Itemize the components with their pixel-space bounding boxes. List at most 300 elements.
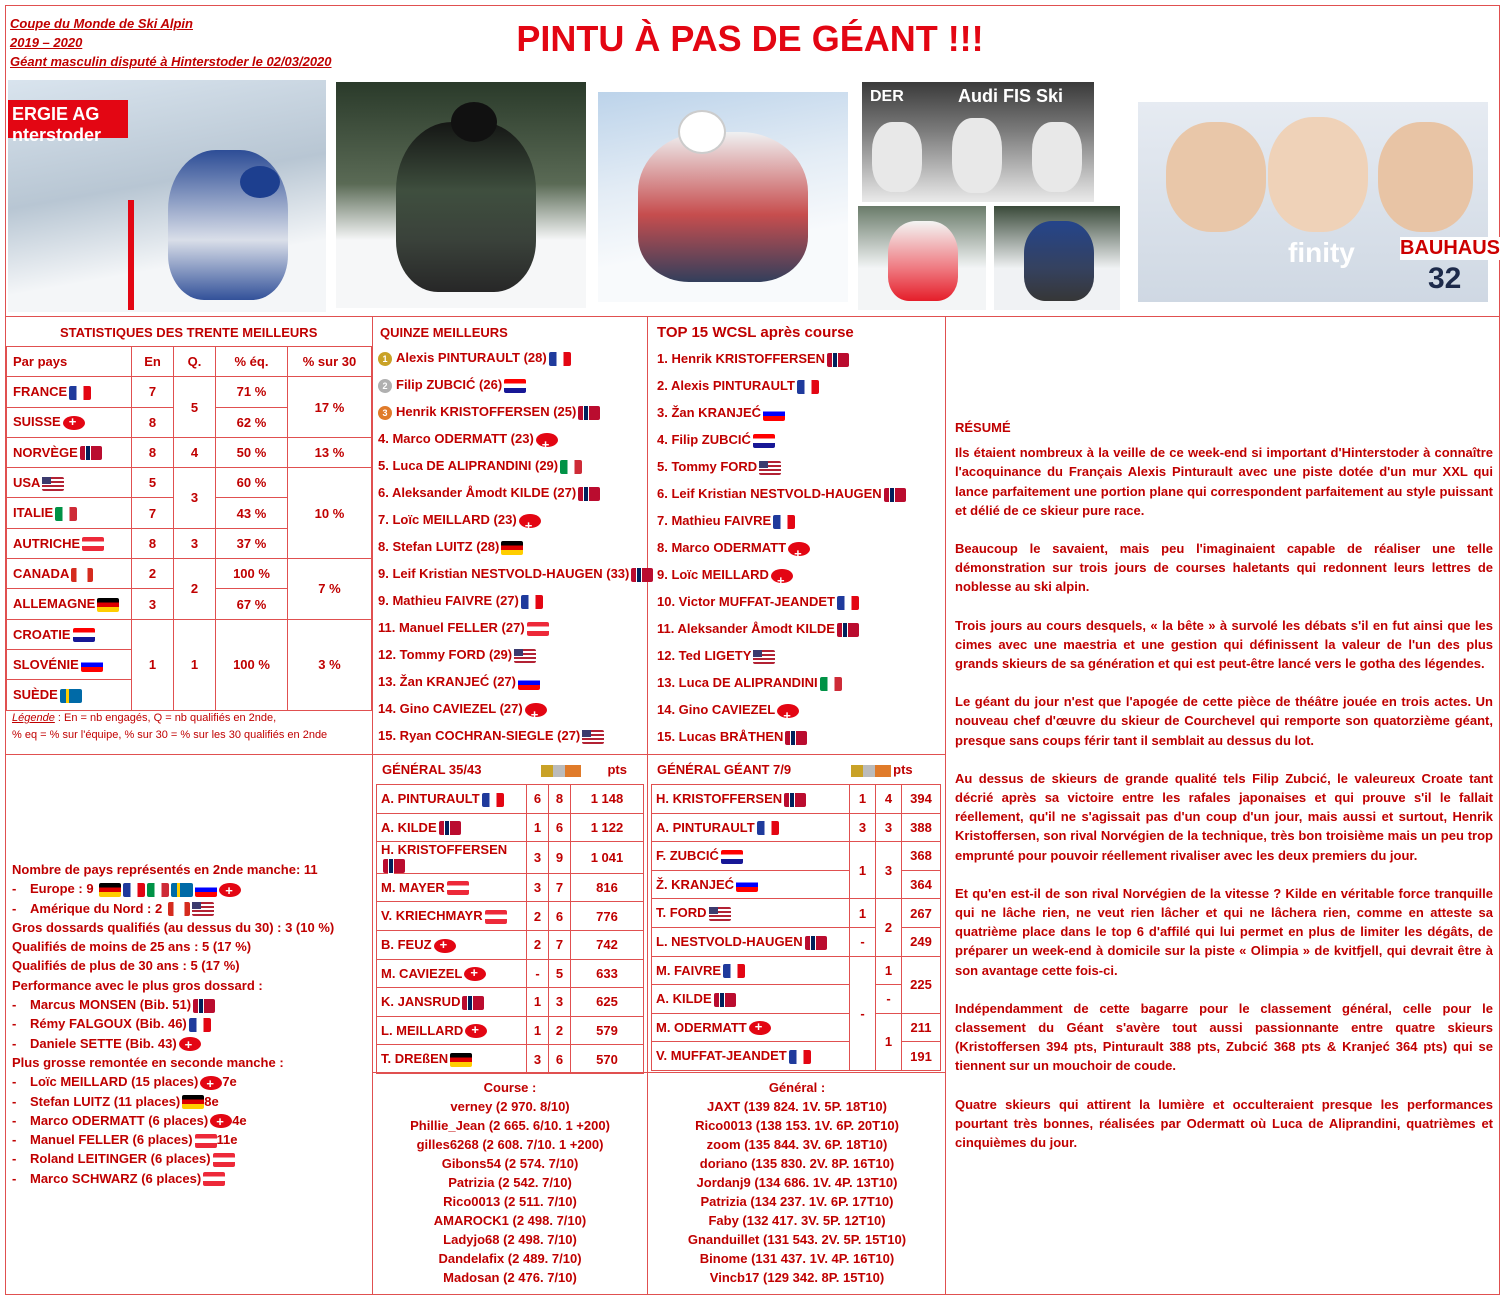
prono-entry: Patrizia (2 542. 7/10) <box>448 1175 572 1190</box>
banner-sign: ERGIE AG nterstoder <box>8 100 128 138</box>
header-line2: 2019 – 2020 <box>10 35 83 50</box>
flag-ch-icon <box>519 514 541 528</box>
legend-line: : En = nb engagés, Q = nb qualifiés en 2nde, <box>54 712 277 724</box>
table-row <box>377 959 644 988</box>
list-item-text: 8. Stefan LUITZ (28) <box>378 539 500 554</box>
country-cell: CROATIE <box>7 619 132 649</box>
wins-cell: 2 <box>527 902 549 931</box>
general-prono <box>652 1078 942 1287</box>
list-item-text: 4. Filip ZUBCIĆ <box>657 432 751 447</box>
list-item <box>657 534 906 561</box>
list-item <box>657 345 906 372</box>
flag-fr-icon <box>69 386 91 400</box>
flag-fr-icon <box>837 596 859 610</box>
photo-podium <box>862 82 1094 202</box>
bib-number: 32 <box>1428 262 1462 295</box>
country-cell: ITALIE <box>7 498 132 528</box>
eq-cell: 100 % <box>216 559 288 589</box>
table-row <box>7 377 372 407</box>
fact-line: - Marcus MONSEN (Bib. 51) <box>12 995 334 1014</box>
photo-portraits <box>1138 102 1500 302</box>
flag-si-icon <box>736 878 758 892</box>
geant-title-text: GÉNÉRAL GÉANT 7/9 <box>657 762 792 777</box>
podium-cell: 6 <box>549 813 571 842</box>
list-item <box>378 641 653 668</box>
list-item-text: 15. Lucas BRÅTHEN <box>657 729 784 744</box>
name-cell: A. PINTURAULT <box>377 785 527 814</box>
flag-ch-icon <box>434 939 456 953</box>
prono-entry: Binome (131 437. 1V. 4P. 16T10) <box>699 1251 895 1266</box>
wins-cell: 6 <box>527 785 549 814</box>
pts-cell: 742 <box>571 930 644 959</box>
helmet-shape <box>240 166 280 198</box>
list-item-text: 11. Manuel FELLER (27) <box>378 620 525 635</box>
pts-cell: 364 <box>902 870 941 899</box>
name-cell: V. MUFFAT-JEANDET <box>652 1042 850 1071</box>
list-item-text: 3. Žan KRANJEĆ <box>657 405 762 420</box>
table-row <box>377 873 644 902</box>
flag-ch-icon <box>771 569 793 583</box>
helmet-shape <box>678 110 726 154</box>
prono-title: Course : <box>483 1080 537 1095</box>
table-row <box>652 985 941 1014</box>
pts-cell: 191 <box>902 1042 941 1071</box>
name-cell: L. NESTVOLD-HAUGEN <box>652 927 850 956</box>
wins-cell: - <box>850 927 876 956</box>
flag-us-icon <box>709 907 731 921</box>
flag-us-icon <box>759 461 781 475</box>
flag-at-icon <box>527 622 549 636</box>
list-item-text: 7. Mathieu FAIVRE <box>657 513 772 528</box>
prono-title: Général : <box>768 1080 826 1095</box>
pts-cell: 1 122 <box>571 813 644 842</box>
medal-b-icon: 3 <box>378 406 392 420</box>
flag-it-icon <box>55 507 77 521</box>
flag-at-icon <box>447 881 469 895</box>
name-cell: L. MEILLARD+ <box>377 1016 527 1045</box>
fact-line: - Stefan LUITZ (11 places) 8e <box>12 1092 334 1111</box>
face-shape <box>1268 117 1368 232</box>
name-cell: A. KILDE <box>652 985 850 1014</box>
photo-pinturault <box>8 80 326 312</box>
name-cell: V. KRIECHMAYR <box>377 902 527 931</box>
country-cell: USA <box>7 468 132 498</box>
podium-cell: - <box>876 985 902 1014</box>
list-item-text: 8. Marco ODERMATT <box>657 540 787 555</box>
flag-fr-icon <box>797 380 819 394</box>
flag-no-icon <box>884 488 906 502</box>
header-line1: Coupe du Monde de Ski Alpin <box>10 16 193 31</box>
flag-ch-icon <box>749 1021 771 1035</box>
fact-line: Nombre de pays représentés en 2nde manche: 11 <box>12 862 318 877</box>
name-cell: H. KRISTOFFERSEN <box>377 842 527 874</box>
col-header: % sur 30 <box>288 347 372 377</box>
list-item <box>657 399 906 426</box>
prono-entry: verney (2 970. 8/10) <box>450 1099 570 1114</box>
table-row <box>652 956 941 985</box>
country-cell: SUÈDE <box>7 680 132 710</box>
list-item <box>378 371 653 398</box>
list-item <box>378 587 653 614</box>
list-item-text: 9. Loïc MEILLARD <box>657 567 769 582</box>
fact-line: Performance avec le plus gros dossard : <box>12 977 263 993</box>
pts-cell: 394 <box>902 785 941 814</box>
flag-hr-icon <box>73 628 95 642</box>
name-cell: A. PINTURAULT <box>652 813 850 842</box>
list-item <box>657 669 906 696</box>
legend-line: % eq = % sur l'équipe, % sur 30 = % sur les 30 qualifiés en 2nde <box>12 729 328 741</box>
face-shape <box>1378 122 1473 232</box>
eq-cell: 43 % <box>216 498 288 528</box>
pts-cell: 1 148 <box>571 785 644 814</box>
flag-fr-icon <box>789 1050 811 1064</box>
resume-paragraph: Et qu'en est-il de son rival Norvégien de la vitesse ? Kilde en véritable force tranquille qui ne lâche rien, ne veut rien lâcher et qui ne lâchera rien, comme en atteste sa quatrième place dans le top 6 d'affilé qui lui permet en plus de limiter les dégâts, de préparer un week-end à domicile sur la piste « Olimpia » de kvitfjell, qui devrait être à son avantage cette fois-ci. <box>955 885 1493 978</box>
wins-cell: - <box>527 959 549 988</box>
name-cell: M. CAVIEZEL+ <box>377 959 527 988</box>
flag-si-icon <box>763 407 785 421</box>
table-row <box>377 1045 644 1074</box>
country-cell: NORVÈGE <box>7 437 132 467</box>
pts-cell: 816 <box>571 873 644 902</box>
list-item-text: 10. Victor MUFFAT-JEANDET <box>657 594 835 609</box>
pts-cell: 368 <box>902 842 941 871</box>
flag-ch-icon <box>788 542 810 556</box>
podium-cell: 6 <box>549 902 571 931</box>
list-item <box>657 372 906 399</box>
flag-it-icon <box>560 460 582 474</box>
wins-cell: 1 <box>527 988 549 1017</box>
pts-cell: 625 <box>571 988 644 1017</box>
flag-hr-icon <box>721 850 743 864</box>
s30-cell: 13 % <box>288 437 372 467</box>
sign-text: finity <box>1288 237 1355 268</box>
name-cell: T. DREßEN <box>377 1045 527 1074</box>
flag-no-icon <box>827 353 849 367</box>
fact-line: Qualifiés de moins de 25 ans : 5 (17 %) <box>12 939 252 955</box>
wins-cell: - <box>850 956 876 1070</box>
podium-cell: 5 <box>549 959 571 988</box>
athlete-shape <box>952 118 1002 193</box>
eq-cell: 37 % <box>216 528 288 558</box>
wins-cell: 3 <box>850 813 876 842</box>
flag-us-icon <box>753 650 775 664</box>
list-item-text: 14. Gino CAVIEZEL (27) <box>378 701 523 716</box>
fact-line: - Loïc MEILLARD (15 places)+ 7e <box>12 1072 334 1091</box>
list-item-text: Henrik KRISTOFFERSEN (25) <box>396 404 577 419</box>
flag-de-icon <box>501 541 523 555</box>
flag-no-icon <box>462 996 484 1010</box>
prono-entry: Vincb17 (129 342. 8P. 15T10) <box>709 1270 885 1285</box>
header-info <box>10 14 332 71</box>
general-title-text: GÉNÉRAL 35/43 <box>382 762 482 777</box>
list-item <box>657 615 906 642</box>
country-cell: AUTRICHE <box>7 528 132 558</box>
list-item <box>657 723 906 750</box>
table-row <box>652 899 941 928</box>
list-item <box>378 398 653 425</box>
table-row <box>377 785 644 814</box>
table-row <box>377 813 644 842</box>
wins-cell: 1 <box>850 785 876 814</box>
flag-ch-icon <box>536 433 558 447</box>
photo-kristoffersen <box>598 92 848 302</box>
resume-paragraph: Quatre skieurs qui attirent la lumière et occulteraient presque les performances pourtant très bonnes, réalisées par Odermatt où Luca de Aliprandini, quatrièmes et cinquièmes du jour. <box>955 1096 1493 1151</box>
resume-paragraph: Trois jours au cours desquels, « la bête » à survolé les débats s'il en fut ainsi que les cimes avec une maestria et une gestion qui définissent la valeur de l'un des plus grands skieurs de sa génération et qui est peut-être lancé vers le gotha des légendes. <box>955 617 1493 672</box>
fact-line: - Marco SCHWARZ (6 places) <box>12 1169 334 1188</box>
skier-figure <box>638 132 808 282</box>
photo-skier-small-1 <box>858 206 986 310</box>
prono-entry: JAXT (139 824. 1V. 5P. 18T10) <box>707 1099 887 1114</box>
wins-cell: 1 <box>527 1016 549 1045</box>
athlete-shape <box>1032 122 1082 192</box>
flag-at-icon <box>485 910 507 924</box>
s30-cell: 7 % <box>288 559 372 620</box>
col-header: Q. <box>174 347 216 377</box>
list-item <box>657 480 906 507</box>
name-cell: M. MAYER <box>377 873 527 902</box>
prono-entry: doriano (135 830. 2V. 8P. 16T10) <box>699 1156 895 1171</box>
list-item <box>657 642 906 669</box>
fact-line: - Europe : 9 + <box>12 879 334 898</box>
list-item-text: 12. Tommy FORD (29) <box>378 647 513 662</box>
list-item <box>378 344 653 371</box>
podium-cell: 3 <box>876 813 902 842</box>
table-row <box>652 842 941 871</box>
pts-header: pts <box>607 762 627 777</box>
pts-cell: 249 <box>902 927 941 956</box>
name-cell: A. KILDE <box>377 813 527 842</box>
fact-line: - Daniele SETTE (Bib. 43)+ <box>12 1034 334 1053</box>
pts-header: pts <box>893 762 913 777</box>
fact-line: Gros dossards qualifiés (au dessus du 30) : 3 (10 %) <box>12 919 335 935</box>
general-table <box>376 784 644 1074</box>
photo-zubcic <box>336 82 586 308</box>
fact-line: - Rémy FALGOUX (Bib. 46) <box>12 1014 334 1033</box>
wins-cell: 3 <box>527 842 549 874</box>
table-header-row <box>7 347 372 377</box>
flag-fr-icon <box>773 515 795 529</box>
flag-ch-icon <box>777 704 799 718</box>
prono-entry: Rico0013 (138 153. 1V. 6P. 20T10) <box>695 1118 899 1133</box>
flag-hr-icon <box>504 379 526 393</box>
divider <box>5 754 945 755</box>
pts-cell: 570 <box>571 1045 644 1074</box>
en-cell: 3 <box>132 589 174 619</box>
flag-no-icon <box>784 793 806 807</box>
table-row <box>377 1016 644 1045</box>
s30-cell: 10 % <box>288 468 372 559</box>
list-item-text: 1. Henrik KRISTOFFERSEN <box>657 351 826 366</box>
table-row <box>652 1013 941 1042</box>
wins-cell: 3 <box>527 1045 549 1074</box>
s30-cell: 17 % <box>288 377 372 438</box>
helmet-shape <box>451 102 497 142</box>
eq-cell: 71 % <box>216 377 288 407</box>
list-item <box>378 452 653 479</box>
table-row <box>7 619 372 649</box>
resume-paragraph: Au dessus de skieurs de grande qualité tels Filip Zubcić, le valeureux Croate tant décrié après sa victoire entre les rafales japonaises et qui prouve s'il le fallait réellement, qu'il ne s'agissait pas d'un coup d'un jour, mais aussi et surtout, Henrik Kristoffersen, son rival Norvégien de la technique, très bon troisième mais un peu trop emprunté pour pouvoir réellement rivaliser avec les deux premiers du jour. <box>955 770 1493 863</box>
prono-entry: Gnanduillet (131 543. 2V. 5P. 15T10) <box>687 1232 907 1247</box>
list-item <box>378 668 653 695</box>
list-item <box>378 695 653 722</box>
podium-cell: 7 <box>549 930 571 959</box>
en-cell: 7 <box>132 498 174 528</box>
q-cell: 3 <box>174 468 216 529</box>
pts-cell: 388 <box>902 813 941 842</box>
country-cell: SUISSE+ <box>7 407 132 437</box>
list-item <box>657 696 906 723</box>
list-item <box>657 561 906 588</box>
en-cell: 5 <box>132 468 174 498</box>
list-item <box>657 507 906 534</box>
list-item-text: 11. Aleksander Åmodt KILDE <box>657 621 835 636</box>
flag-ch-icon <box>465 1024 487 1038</box>
stats-table <box>6 346 372 711</box>
table-row <box>7 437 372 467</box>
en-cell: 2 <box>132 559 174 589</box>
trophy-icons <box>541 765 581 777</box>
flag-no-icon <box>80 446 102 460</box>
eq-cell: 60 % <box>216 468 288 498</box>
flag-fr-icon <box>723 964 745 978</box>
list-item-text: 12. Ted LIGETY <box>657 648 752 663</box>
eq-cell: 67 % <box>216 589 288 619</box>
en-cell: 7 <box>132 377 174 407</box>
fact-line: - Amérique du Nord : 2 <box>12 899 334 918</box>
photo-skier-small-2 <box>994 206 1120 310</box>
flag-hr-icon <box>753 434 775 448</box>
table-row <box>377 988 644 1017</box>
medal-g-icon: 1 <box>378 352 392 366</box>
list-item <box>378 425 653 452</box>
list-item-text: 9. Mathieu FAIVRE (27) <box>378 593 519 608</box>
flag-fr-icon <box>521 595 543 609</box>
list-item-text: 6. Leif Kristian NESTVOLD-HAUGEN <box>657 486 882 501</box>
top15-list <box>657 345 906 750</box>
flag-ch-icon <box>525 703 547 717</box>
wins-cell: 1 <box>850 899 876 928</box>
wins-cell: 1 <box>527 813 549 842</box>
podium-cell: 4 <box>876 785 902 814</box>
table-row <box>652 785 941 814</box>
geant-table <box>651 784 941 1071</box>
flag-us-icon <box>42 477 64 491</box>
list-item-text: 5. Tommy FORD <box>657 459 758 474</box>
flag-at-icon <box>82 537 104 551</box>
podium-cell: 3 <box>549 988 571 1017</box>
country-cell: SLOVÉNIE <box>7 649 132 679</box>
col-header: En <box>132 347 174 377</box>
name-cell: T. FORD <box>652 899 850 928</box>
list-item-text: 13. Luca DE ALIPRANDINI <box>657 675 818 690</box>
list-item <box>657 453 906 480</box>
col-header: % éq. <box>216 347 288 377</box>
flag-it-icon <box>820 677 842 691</box>
prono-entry: Faby (132 417. 3V. 5P. 12T10) <box>708 1213 886 1228</box>
table-row <box>7 559 372 589</box>
wins-cell: 3 <box>527 873 549 902</box>
flag-de-icon <box>450 1053 472 1067</box>
table-row <box>652 813 941 842</box>
skier-figure <box>1024 221 1094 301</box>
eq-cell: 50 % <box>216 437 288 467</box>
en-cell: 8 <box>132 407 174 437</box>
fact-line: - Roland LEITINGER (6 places) <box>12 1149 334 1168</box>
list-item-text: 5. Luca DE ALIPRANDINI (29) <box>378 458 559 473</box>
stats-title: STATISTIQUES DES TRENTE MEILLEURS <box>60 325 318 340</box>
fact-line: Plus grosse remontée en seconde manche : <box>12 1054 284 1070</box>
en-cell: 8 <box>132 528 174 558</box>
divider <box>5 316 1500 317</box>
prono-entry: Phillie_Jean (2 665. 6/10. 1 +200) <box>410 1118 610 1133</box>
flag-de-icon <box>97 598 119 612</box>
q-cell: 5 <box>174 377 216 438</box>
flag-se-icon <box>60 689 82 703</box>
en-cell: 8 <box>132 437 174 467</box>
list-item-text: 2. Alexis PINTURAULT <box>657 378 795 393</box>
general-title <box>382 762 627 777</box>
table-row <box>377 930 644 959</box>
q-cell: 2 <box>174 559 216 620</box>
q-cell: 1 <box>174 619 216 710</box>
prono-entry: Rico0013 (2 511. 7/10) <box>443 1194 577 1209</box>
athlete-shape <box>872 122 922 192</box>
name-cell: H. KRISTOFFERSEN <box>652 785 850 814</box>
resume-paragraph: Beaucoup le savaient, mais peu l'imaginaient capable de réaliser une telle démonstration sur trois jours de courses haletants qui redonnent leurs lettres de noblesse au ski alpin. <box>955 541 1493 595</box>
country-cell: CANADA <box>7 559 132 589</box>
flag-no-icon <box>714 993 736 1007</box>
list-item-text: 13. Žan KRANJEĆ (27) <box>378 674 516 689</box>
podium-cell: 6 <box>549 1045 571 1074</box>
prono-entry: Gibons54 (2 574. 7/10) <box>441 1156 579 1171</box>
face-shape <box>1166 122 1266 232</box>
podium-cell: 2 <box>549 1016 571 1045</box>
pts-cell: 1 041 <box>571 842 644 874</box>
quinze-title: QUINZE MEILLEURS <box>380 325 508 340</box>
divider <box>372 316 373 1295</box>
pts-cell: 267 <box>902 899 941 928</box>
medal-s-icon: 2 <box>378 379 392 393</box>
country-cell: FRANCE <box>7 377 132 407</box>
flag-us-icon <box>582 730 604 744</box>
s30-cell: 3 % <box>288 619 372 710</box>
wins-cell: 1 <box>850 842 876 899</box>
en-cell: 1 <box>132 619 174 710</box>
top15-title: TOP 15 WCSL après course <box>657 324 854 341</box>
podium-cell: 1 <box>876 956 902 985</box>
podium-cell: 3 <box>876 842 902 899</box>
prono-entry: Jordanj9 (134 686. 1V. 4P. 13T10) <box>696 1175 898 1190</box>
flag-no-icon <box>439 821 461 835</box>
resume-block <box>955 418 1493 1171</box>
name-cell: Ž. KRANJEĆ <box>652 870 850 899</box>
resume-paragraph: Ils étaient nombreux à la veille de ce week-end si important d'Hinterstoder à connaître l'acoquinance du Français Alexis Pinturault avec une piste dotée d'un mur XXL qui lance parfaitement une portion plane qui correspondent parfaitement au style puissant et délié de ce skieur pure race. <box>955 445 1493 518</box>
flag-no-icon <box>578 487 600 501</box>
prono-entry: Dandelafix (2 489. 7/10) <box>438 1251 582 1266</box>
facts-block <box>12 860 334 1188</box>
skier-figure <box>396 122 536 292</box>
list-item-text: Filip ZUBCIĆ (26) <box>396 377 503 392</box>
pts-cell: 579 <box>571 1016 644 1045</box>
divider <box>945 316 946 1295</box>
table-row <box>7 468 372 498</box>
flag-ch-icon <box>464 967 486 981</box>
flag-fr-icon <box>757 821 779 835</box>
resume-paragraph: Indépendamment de cette bagarre pour le classement général, celle pour le classement du Géant s'avère tout aussi passionnante entre quatre skieurs (Kristoffersen 394 pts, Pinturault 388 pts, Zubcić 368 pts & Kranjeć 364 pts) qui se tiennent sur un mouchoir de coude. <box>955 1000 1493 1074</box>
podium-cell: 2 <box>876 899 902 956</box>
prono-entry: Ladyjo68 (2 498. 7/10) <box>443 1232 577 1247</box>
list-item-text: 4. Marco ODERMATT (23) <box>378 431 534 446</box>
